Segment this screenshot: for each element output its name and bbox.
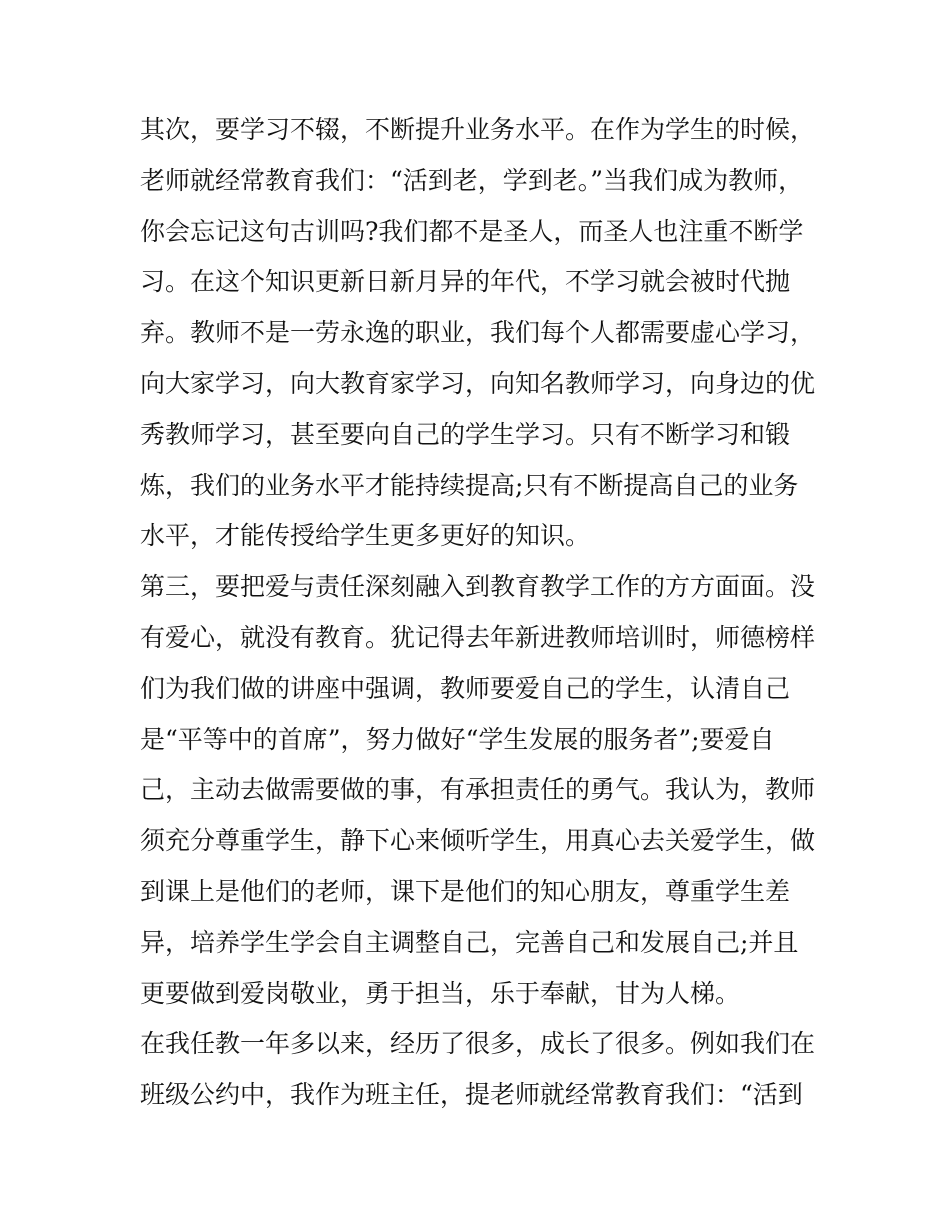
text-line: 异，培养学生学会自主调整自己，完善自己和发展自己;并且: [140, 927, 799, 957]
text-line: 习。在这个知识更新日新月异的年代，不学习就会被时代抛: [140, 267, 791, 297]
text-line: 你会忘记这句古训吗?我们都不是圣人，而圣人也注重不断学: [140, 216, 804, 246]
text-line: 在我任教一年多以来，经历了很多，成长了很多。例如我们在: [140, 1029, 816, 1059]
text-line: 向大家学习，向大教育家学习，向知名教师学习，向身边的优: [140, 368, 816, 398]
text-line: 水平，才能传授给学生更多更好的知识。: [140, 521, 591, 551]
text-line: 须充分尊重学生，静下心来倾听学生，用真心去关爱学生，做: [140, 826, 816, 856]
text-line: 班级公约中，我作为班主任，提老师就经常教育我们：“活到: [140, 1080, 803, 1110]
text-line: 炼，我们的业务水平才能持续提高;只有不断提高自己的业务: [140, 470, 799, 500]
text-line: 有爱心，就没有教育。犹记得去年新进教师培训时，师德榜样: [140, 622, 816, 652]
text-line: 弃。教师不是一劳永逸的职业，我们每个人都需要虚心学习，: [140, 318, 816, 348]
text-line: 更要做到爱岗敬业，勇于担当，乐于奉献，甘为人梯。: [140, 978, 741, 1008]
text-line: 老师就经常教育我们：“活到老，学到老。”当我们成为教师，: [140, 165, 804, 195]
body-text: [140, 105, 820, 1121]
text-line: 到课上是他们的老师，课下是他们的知心朋友，尊重学生差: [140, 876, 791, 906]
text-line: 其次，要学习不辍，不断提升业务水平。在作为学生的时候，: [140, 115, 816, 144]
text-line: 己，主动去做需要做的事，有承担责任的勇气。我认为，教师: [140, 775, 816, 805]
text-line: 们为我们做的讲座中强调，教师要爱自己的学生，认清自己: [140, 673, 791, 703]
text-line: 第三，要把爱与责任深刻融入到教育教学工作的方方面面。没: [140, 572, 816, 602]
text-line: 是“平等中的首席”，努力做好“学生发展的服务者”;要爱自: [140, 724, 775, 754]
text-line: 秀教师学习，甚至要向自己的学生学习。只有不断学习和锻: [140, 419, 791, 449]
